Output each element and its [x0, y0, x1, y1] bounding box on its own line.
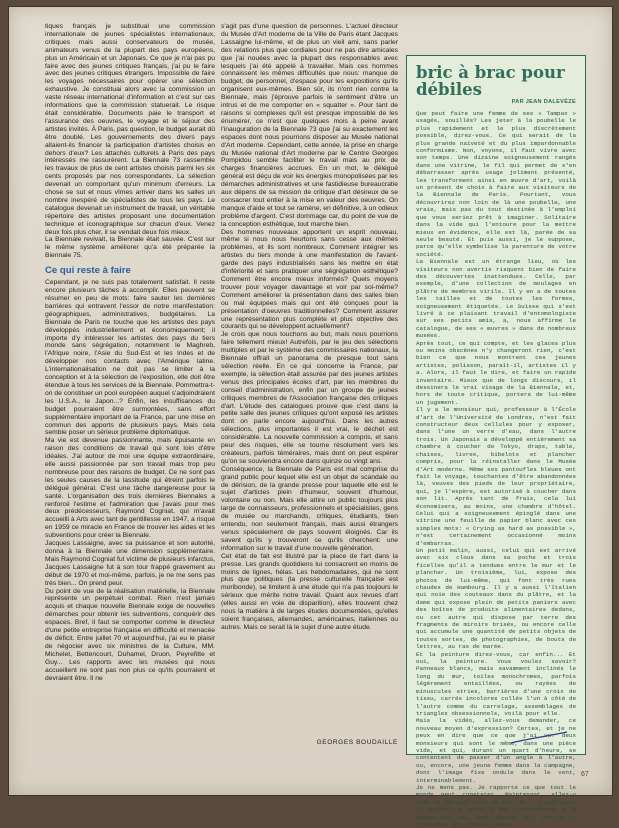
paragraph: Cet état de fait est illustré par la place de l'art dans la presse. Les grands quotidiens lui consacrent en moins de moins de lignes, hélas. Les hebdomadaires, qui ne sont plus que politiques (la presse culturelle française est moribonde), se limitent à une étude qui n'a pas toujours le sérieux que mérite notre travail. Quant aux revues d'art (elles aussi en voie de disparition), elles trouvent chez nous la matière à de larges études documentées, qu'elles soient françaises, allemandes, américaines, italiennes ou autres. Mais ce serait là le sujet d'une autre étude. — [221, 552, 398, 631]
section-subheading: Ce qui reste à faire — [45, 265, 131, 277]
sidebar-paragraph: La Biennale est un étrange lieu, où les visiteurs non avertis risquent bien de faire des découvertes inattendues. Celle, par exemple, d'une collection de moulages en plâtre de membres virils. Il y en a de toutes les tailles et de toutes les formes, soigneusement étiquetés. Le Suisse qui s'est livré à ce plaisant travail d'entomologiste sur ses petits amis, a, nous affirme le catalogue, de ses « œuvres » dans de nombreux musées. — [416, 258, 576, 340]
sidebar-paragraph: Après tout, ce qui compte, et les glaces plus ou moins obscènes n'y changeront rien, c'est bien ce que nous montrent ces jeunes artistes, polisson, paraît-il, artistes il y a. Alors, il faut le dire, et faire un rapide inventaire. Mieux que de longs discours, il dessinera le vrai visage de la Biennale, et, hors de toute critique, portera de lui-même un jugement. — [416, 339, 576, 406]
sidebar-paragraph: Mais la vidéo, allez-vous demander, ce nouveau moyen d'expression? Certes, et je ne peux en dire que ce que j'ai vu: deux monsieurs qui sont le même, dans une pièce vide, et qui, durant un quart d'heure, se contentent de passer d'un angle à l'autre, ou, encore, une jeune femme dans la campagne, dont l'image fixe ondule dans le vent, interminablement. — [416, 717, 576, 784]
paragraph: Jacques Lassaigne, avec sa puissance et son autorité, donna à la Biennale une dimension supplémentaire. Mais Raymond Cogniat fut victime de plusieurs infarctus, Jacques Lassaigne fut à son tour frappé gravement au début de 1970 et moi-même, parfois, je ne me sens pas très bien... On prend peur. — [45, 540, 215, 587]
sidebar-body — [416, 110, 576, 828]
sidebar-title: bric à brac pour débiles — [416, 63, 565, 99]
left-column — [45, 23, 215, 713]
paragraph: tiques français je substitual une commission internationale de jeunes spécialistes internationaux, critiques mais aussi conservateurs de musée, animateurs venus de la plupart des pays européens, plus un Américain et un Japonais. Ce que je n'ai pas pu faire avec des jeunes critiques français, j'ai pu le faire avec des jeunes critiques étrangers. Impossible de faire les voyages nécessaires pour opérer une sélection exhaustive. Je constituai alors avec la commission un vaste réseau international d'information et c'est sur ces informations que la commission statuerait. Le risque était considérable. Documents paie le transport et l'assurance des oeuvres, le voyage et le séjour des artistes invités. À Paris, pas question, le budget aurait dû être doublé. Les gouvernements des divers pays allaient-ils financer la participation d'artistes choisis en dehors d'eux? Les attachés culturels à Paris des pays intéressés me rassurèrent. La Biennale 73 rassemble les travaux de plus de cent artistes choisis parmi les six cents proposés par nos correspondants. La sélection devenait un comportant qu'un minimum d'erreurs. La chose se sut et nous vîmes arriver dans les salles un nombre inespéré de spécialistes de tous les pays. Le catalogue devenait un instrument de travail, un véritable répertoire des artistes proposant une documentation technique et iconographique sur chacun d'eux. Venez deux fois plus cher, il se vendait deux fois mieux. — [45, 23, 215, 236]
paragraph: La Biennale revivait, la Biennale était sauvée. C'est sur le même système améliorer qu'a été préparée la Biennale 75. — [45, 236, 215, 260]
paragraph: Cependant, je ne suis pas totalement satisfait. Il reste encore plusieurs tâches à accomplir. Elles peuvent se résumer en peu de mots: faire sauter les dernières barrières qui entravent l'essor de notre manifestation: géographiques, administratives, budgétaires. La Biennale de Paris ne touche que les artistes des pays développés industriellement et économiquement; il importe d'y intéresser les artistes des pays du tiers monde sans ségrégation, notamment le Maghreb, l'Afrique noire, l'Asie du Sud-Est et les Indes et de développer nos contacts avec l'Amérique latine. L'internationalisation ne doit pas se limiter à la conception et à la sélection de l'exposition, elle doit être étendue à tous les services de la Biennale. Pommettra-t-on de constituer un pool européen auquel s'adjoindraient les U.S.A., le Japon...? Enfin, les insuffisances du budget pourraient être surmontées, sans effort supplémentaire important de la France, par une mise en commun des apports de plusieurs pays. Mais cela semble poser un sérieux problème diplomatique. — [45, 279, 215, 437]
sidebar-paragraph: Et la peinture direz-vous, car enfin... Et oui, la peinture. Vous voulez savoir? Panneaux blancs, mais savamment inclinés le long du mur, toiles monochromes, parfois légèrement entaillées, ou rayées de minuscules stries, barrières d'une croix de tissu, carrés incolores collés l'un à côté de l'autre comme du carrelage, assemblages de triangles obsessionnels, voilà pour elle. — [416, 650, 576, 717]
page-number: 67 — [581, 771, 589, 778]
sidebar-paragraph: Il y a le monsieur qui, professeur à l'École d'art de l'Université de Londres, n'est fait constructeur deux cellules pour y exposer, dans l'une un verre d'eau, dans l'autre trois. Un Japonais a développé entièrement sa chambre à coucher de Tokyo, draps, table, chaises, livres, bibelots et plancher compris, pour la réinstaller dans le Musée d'Art moderne. Même ses pantoufles bleues ont fait le voyage, touchantes d'être abandonnées là, veuves des pieds de leur propriétaire, qui, je l'espère, est autorisé à coucher dans son lit. Après tant de frais, cela lui économisera, au moins, une chambre d'hôtel. Celui qui a soigneusement épinglé dans une vitrine une feuille de papier blanc avec ces simples mots: « Crying as hard as possible », n'est certainement occasionné moins d'embarras. — [416, 406, 576, 547]
paragraph: Du point de vue de la réalisation matérielle, la Biennale représente un perpétuel combat. Rien n'est jamais acquis et chaque nouvelle Biennale exige de nouvelles démarches pour obtenir les subventions, conquérir des espaces. Bref, il faut se comporter comme le directeur d'une petite entreprise française en difficulté et menacée de déficit. Entre juillet 70 et aujourd'hui, j'ai eu le plaisir de négocier avec six ministres de la Culture, MM. Michelet, Bettencourt, Duhamel, Druon, Peyrefitte et Guy... Les rapports avec les musées qui nous accueillent ne sont pas non plus ce qu'ils pourraient et devraient être. Il ne — [45, 587, 215, 682]
sidebar-paragraph: Que peut faire une femme de ses « Tampax » usagés, souillés? Les jeter à la poubelle le plus rapidement et le plus discrètement possible, direz-vous. Ce qui serait de la plus grande naïveté et du plus impardonnable conformisme. Non, voyons, il faut vivre avec son temps. Une dizaine soigneusement rangés dans une vitrine, le fil qui permet de s'en débarrasser après usage joliment présenté, les transforment ainsi en œuvre d'art, voilà un présent de choix à faire aux visiteurs de la Biennale de Paris. Pourtant, vous découvrirez non loin de là une poubelle, une vraie, mais pas du tout destinée à l'emploi que vous seriez prêt à imaginer. Solitaire dans la vide qui l'entoure pour la mettre mieux en évidence, elle est là, parée de sa seule beauté. Et puis aussi, je le suppose, parce qu'elle symbolise la parenture de votre société. — [416, 110, 576, 258]
sidebar-paragraph: Un petit malin, aussi, celui qui est arrivé avec six clous dans sa poche et trois ficelles qu'il a tendues entre le mur et le plancher. Un troisième, lui, expose des photos de lui-même, qui font très rues chaudes de Hambourg. Il y a aussi l'Italien qui noie des couteaux dans du plâtre, et la dame qui expose plein de petits paniers avec des boîtes de produits alimentaires dedans, ou cet autre qui dispose par terre des fragments de miroirs brisés, ou encore celle qui accumule une quantité de petits objets de toutes sortes, de photographies, de bouts de lettres, au ras de marée. — [416, 546, 576, 651]
author-signature: GEORGES BOUDAILLE — [316, 739, 398, 746]
paragraph: Des hommes nouveaux apportent un esprit nouveau, même si nous nous heurtons sans cesse aux mêmes problèmes, et ils sont nombreux. Comment intégrer les artistes du tiers monde à une manifestation de l'avant-garde des pays industrialisés sans les mettre en état d'infériorité et sans pratiquer une ségrégation esthétique? Comment être encore mieux informés? Quels moyens trouver pour voyager davantage et voir par soi-même? Comment améliorer la présentation dans des salles bien ou mal équipées mais qui ont été conçues pour la présentation d'oeuvres traditionnelles? Comment assurer une représentation plus complète et plus objective des courants qui se développent actuellement? — [221, 228, 398, 331]
paragraph: Ma vie est devenue passionnante, mais épuisante en raison des conditions de travail qui sont loin d'être idéales. J'ai autour de moi une équipe extraordinaire, elle aussi passionnée par son travail mais trop peu nombreuse pour des raisons de budget. Ce ne sont pas les seules causes de la lassitude qui étreint parfois le délégué général. C'est une tâche dangereuse pour la santé. L'organisation des trois dernières Biennales a renforcé l'estime et l'admiration que j'avais pour mes deux prédécesseurs, Raymond Cogniat, qui m'avait accueilli à Arts avec tant de gentillesse en 1947, a risqué en 1959 ce miracle en France de trouver les aides et les subventions pour créer la Biennale. — [45, 437, 215, 540]
magazine-page — [8, 6, 613, 828]
sidebar-paragraph: Je ne mens pas. Je rapporte ce que tout le monde peut constater. Maintenant, allez-y voir si le cœur vous en dit. Ah!, j'oubliais, un Japonais a installé des électrophones à la queue leu leu, dont chacun dit, chante ou joue pour son propre compte. — [416, 783, 576, 828]
middle-column — [221, 23, 398, 713]
paragraph: Conséquence, la Biennale de Paris est mal comprise du grand public pour lequel elle est un objet de scandale ou de dérision, de la grande presse pour laquelle elle est le sujet d'articles plein d'humeur, souvent d'humour, volontaire ou non. Mais elle attire un public toujours plus large de connaisseurs, professionnels et spécialistes, gens de musée ou marchands, critiques, étudiants, bien entendu, non seulement français, mais aussi étrangers venus spécialement de pays souvent éloignés. Car ils savent qu'ils y trouveront ce qu'ils cherchent: une information sur le travail d'une nouvelle génération. — [221, 465, 398, 552]
paragraph: Je crois que nous touchons au but, mais nous pourrions faire tellement mieux! Autrefois, par le jeu des sélections multiples et par le système des commissaires nationaux, la Biennale offrait un panorama de presque tout sans sélection réelle. En ce qui concerne la France, par exemple, la sélection était assurée par des jeunes artistes venus des principales écoles d'art, par les membres du conseil d'administration, enfin par un groupe de jeunes critiques membres de l'Association française des critiques d'art. L'étude des catalogues prouve que c'est dans la petite salle des jeunes critiques qu'ont exposé les artistes dont on parle encore aujourd'hui. Dans les autres sélections, plus importantes il est vrai, le déchet est considérable. La nouvelle commission a compris, et sans peur des risques, elle se tourne résolument vers les créateurs, parfois téméraires, mais dont on peut espérer qu'on se souviendra encore dans quinze ou vingt ans. — [221, 331, 398, 465]
sidebar-byline: PAR JEAN DALEVÈZE — [511, 99, 576, 105]
pen-underline-mark — [509, 729, 569, 747]
paragraph: s'agit pas d'une question de personnes. L'actuel directeur du Musée d'Art moderne de la Ville de Paris étant Jacques Lassaigne lui-même, et de plus un vieil ami, sans parler des relations plus que cordiales pour ne pas dire amicales que j'ai nouées avec la plupart des responsables avec lesquels j'ai été appelé à travailler. Mais ces hommes connaissent les mêmes difficultés que nous: manque de budget, de personnel, d'espace pour les expositions qu'ils organisent eux-mêmes. Bien sûr, ils n'ont rien contre la Biennale, mais j'éprouve parfois le sentiment d'être un intrus et de me comporter en « squatter ». Pour tant de raisons si complexes qu'il est presque impossible de les énumérer, ce n'est que quelques mois à peine avant l'inauguration de la Biennale 73 que j'ai su exactement les espaces dont nous pourrions disposer au Musée national d'Art moderne. Cependant, cette année, la prise en charge du Musée national d'Art moderne par le Centre Georges Pompidou semble faciliter le travail mais au prix de charges financières accrues. En un mot, le délégué général est déçu de voir les énergies monopolisées par les démarches administratives et une fastidieuse bureaucratie aux dépens de sa mission de critique d'art désireux de se consacrer tout entier à la mise en valeur des oeuvres. On manque d'aide et tout se ramène, en définitive, à un odieux problème d'argent. C'est dommage car, du point de vue de la conception esthétique, tout marche bien. — [221, 23, 398, 228]
